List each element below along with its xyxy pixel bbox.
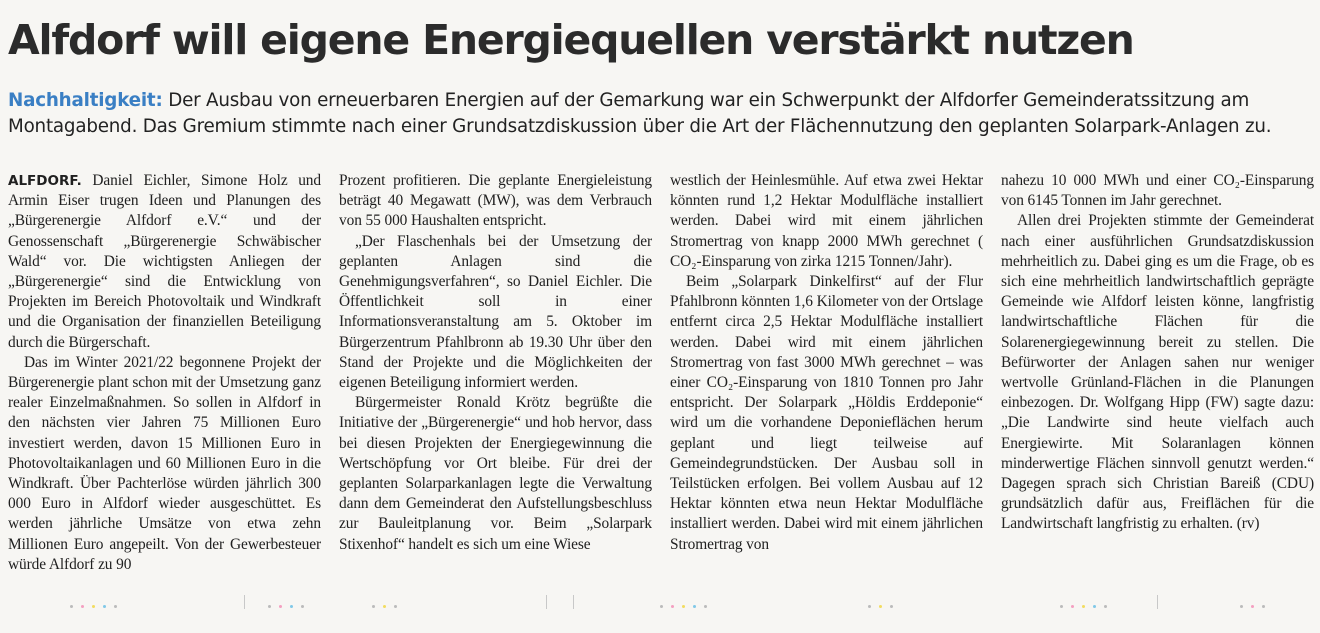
paragraph: Das im Winter 2021/22 begonnene Projekt der Bürgerenergie plant schon mit der Umsetzung ganz realer Einzelmaßnahmen. So sollen in Alfdorf in den nächsten vier Jahren 75 Millionen Euro investiert werden, davon 15 Millionen Euro in Photovoltaikanlagen und 60 Millionen Euro in die Windkraft. Über Pachterlöse würden jährlich 300 000 Euro in Alfdorf wieder ausgeschüttet. Es werden jährliche Umsätze von etwa zehn Millionen Euro angepeilt. Von der Gewerbesteuer würde Alfdorf zu 90	[8, 353, 321, 573]
teaser-kicker: Nachhaltigkeit:	[8, 90, 163, 111]
paragraph: Allen drei Projekten stimmte der Gemeinderat nach einer ausführlichen Grundsatzdiskussion mehrheitlich zu. Dabei ging es um die Frage, ob es sich eine mehrheitlich landwirtschaftlich geprägte Gemeinde wie Alfdorf leisten könne, langfristig landwirtschaftliche Flächen für die Solarenergiegewinnung bereit zu stellen. Die Befürworter der Anlagen sahen nur weniger wertvolle Grünland-Flächen in die Planungen einbezogen. Dr. Wolfgang Hipp (FW) sagte dazu: „Die Landwirte sind heute vielfach auch Energiewirte. Mit Solaranlagen können minderwertige Flächen sinnvoll genutzt werden.“ Dagegen sprach sich Christian Bareiß (CDU) grundsätzlich dafür aus, Freiflächen für die Landwirtschaft langfristig zu erhalten. (rv)	[1001, 212, 1314, 533]
color-dots	[660, 605, 707, 608]
paragraph: Prozent profitieren. Die geplante Energieleistung beträgt 40 Megawatt (MW), was dem Verbrauch von 55 000 Haushalten entspricht.	[339, 172, 652, 230]
divider	[546, 595, 547, 609]
article-column-4	[1001, 171, 1314, 591]
paragraph: westlich der Heinlesmühle. Auf etwa zwei Hektar könnten rund 1,2 Hektar Modulfläche installiert werden. Dabei wird mit einem jährlichen Stromertrag von knapp 2000 MWh gerechnet ( CO₂-Einsparung von zirka 1215 Tonnen/Jahr).	[670, 172, 983, 270]
headline: Alfdorf will eigene Energiequellen verstärkt nutzen	[8, 16, 1134, 64]
paragraph: Bürgermeister Ronald Krötz begrüßte die Initiative der „Bürgerenergie“ und hob hervor, dass bei diesen Projekten der Energiegewinnung die Wertschöpfung vor Ort bleibe. Für drei der geplanten Solarparkanlagen legte die Verwaltung dann dem Gemeinderat den Aufstellungsbeschluss zur Bauleitplanung vor. Beim „Solarpark Stixenhof“ handelt es sich um eine Wiese	[339, 394, 652, 553]
color-dots	[372, 605, 397, 608]
teaser-text: Der Ausbau von erneuerbaren Energien auf der Gemarkung war ein Schwerpunkt der Alfdorfer Gemeinderatssitzung am Montagabend. Das Gremium stimmte nach einer Grundsatzdiskussion über die Art der Flächennutzung den geplanten Solarpark-Anlagen zu.	[8, 90, 1272, 137]
article-column-2	[339, 171, 652, 591]
divider	[1157, 595, 1158, 609]
dateline: ALFDORF.	[8, 173, 82, 189]
article-columns	[8, 171, 1314, 591]
article-column-1	[8, 171, 321, 591]
paragraph-text: Daniel Eichler, Simone Holz und Armin Eiser trugen Ideen und Planungen des „Bürgerenergie Alfdorf e.V.“ und der Genossenschaft „Bürgerenergie Schwäbischer Wald“ vor. Die wichtigsten Anliegen der „Bürgerenergie“ sind die Entwicklung von Projekten im Bereich Photovoltaik und Windkraft und die Organisation der finanziellen Beteiligung durch die Bürgerschaft.	[8, 172, 321, 351]
divider	[244, 595, 245, 609]
article-column-3	[670, 171, 983, 591]
paragraph	[8, 171, 321, 353]
divider	[573, 595, 574, 609]
color-dots	[70, 605, 117, 608]
paragraph: „Der Flaschenhals bei der Umsetzung der geplanten Anlagen sind die Genehmigungsverfahren“, so Daniel Eichler. Die Öffentlichkeit soll in einer Informationsveranstaltung am 5. Oktober im Bürgerzentrum Pfahlbronn ab 19.30 Uhr über den Stand der Projekte und die Möglichkeiten der eigenen Beteiligung informiert werden.	[339, 232, 652, 392]
paragraph: Beim „Solarpark Dinkelfirst“ auf der Flur Pfahlbronn könnten 1,6 Kilometer von der Ortslage entfernt circa 2,5 Hektar Modulfläche installiert werden. Dabei wird mit einem jährlichen Stromertrag von fast 3000 MWh gerechnet – was einer CO₂-Einsparung von 1810 Tonnen pro Jahr entspricht. Der Solarpark „Höldis Erddeponie“ wird um die vorhandene Deponieflächen herum geplant und liegt teilweise auf Gemeindegrundstücken. Der Ausbau soll in Teilstücken erfolgen. Bei vollem Ausbau auf 12 Hektar könnten etwa neun Hektar Modulfläche installiert werden. Dabei wird mit einem jährlichen Stromertrag von	[670, 273, 983, 553]
color-dots	[1240, 605, 1265, 608]
teaser	[8, 88, 1314, 140]
print-registration-marks	[0, 600, 1320, 620]
color-dots	[868, 605, 893, 608]
color-dots	[268, 605, 304, 608]
color-dots	[1060, 605, 1107, 608]
paragraph: nahezu 10 000 MWh und einer CO₂-Einsparung von 6145 Tonnen im Jahr gerechnet.	[1001, 172, 1314, 210]
